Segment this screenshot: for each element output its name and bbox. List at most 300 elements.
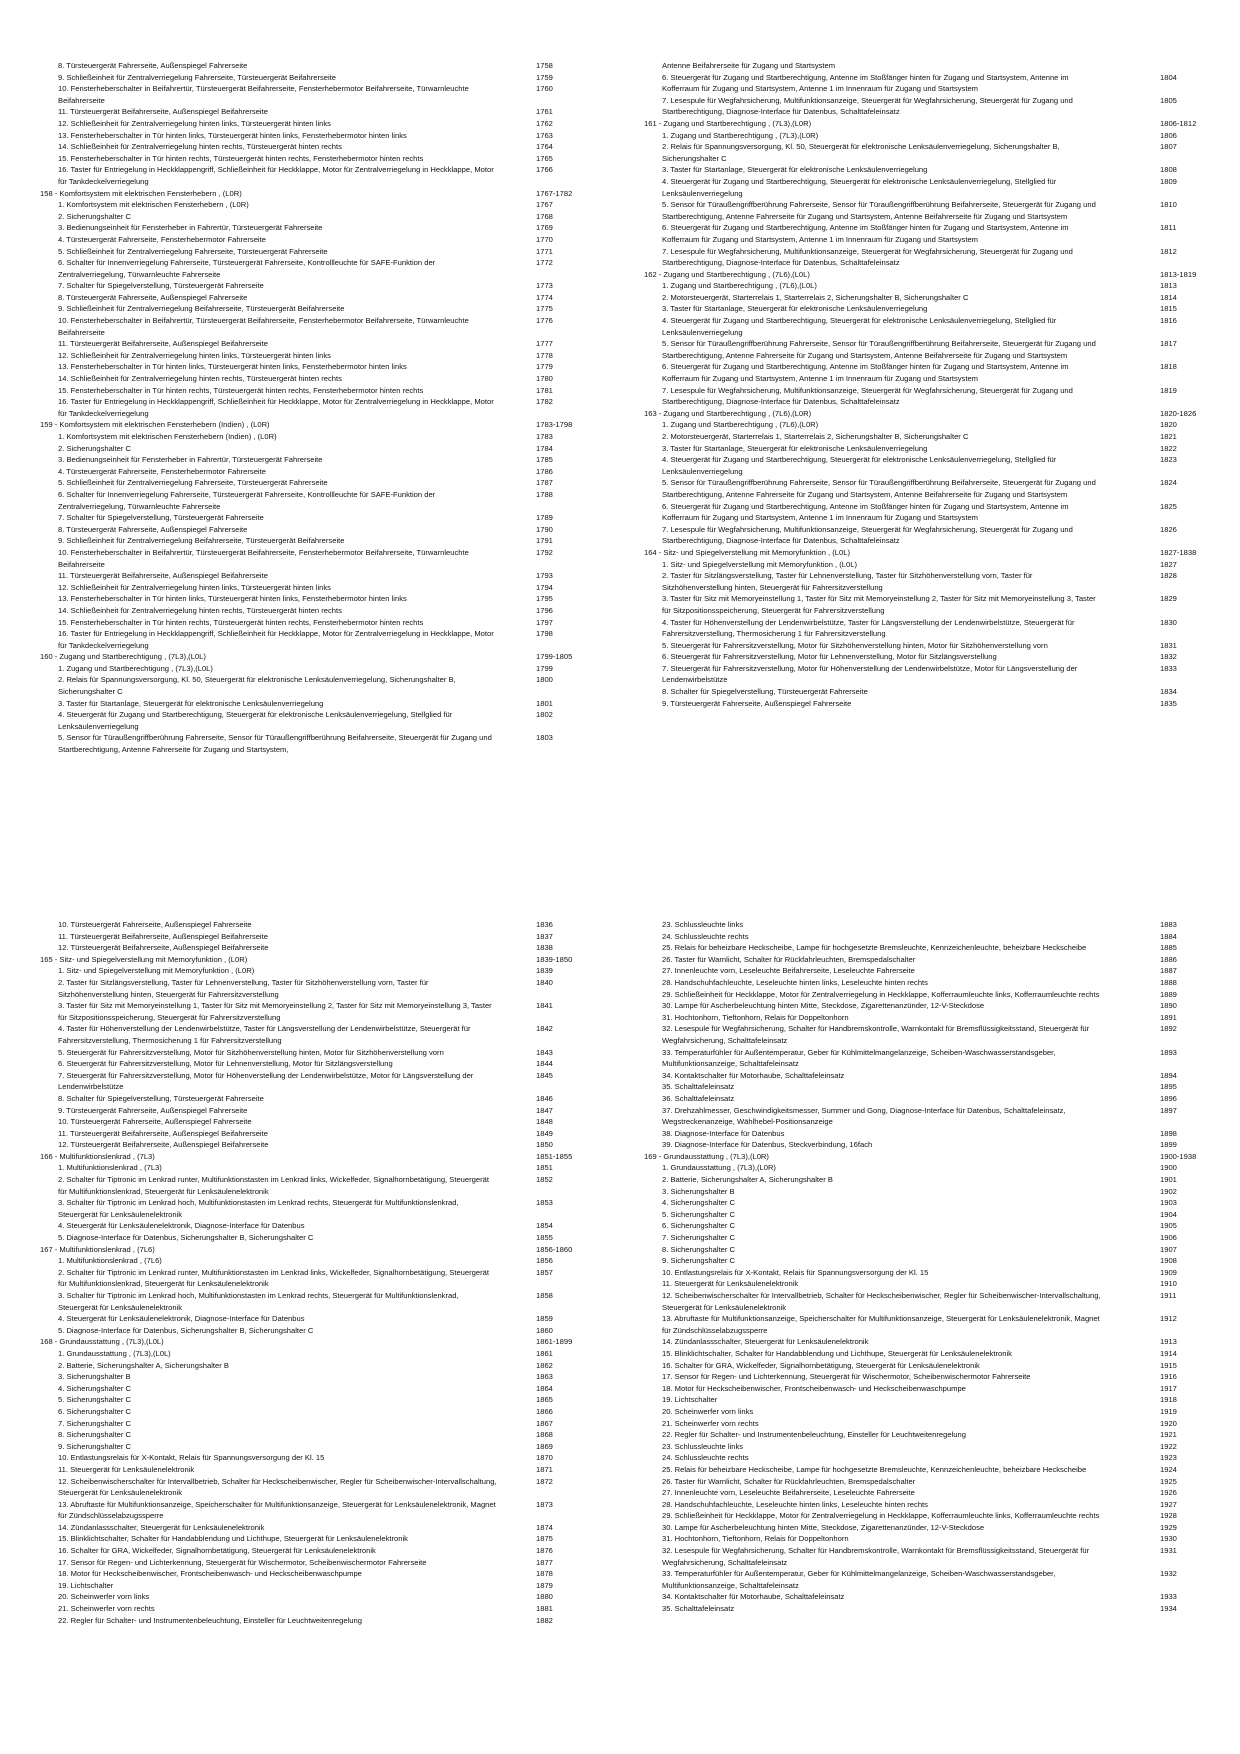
entry-text: 4. Sicherungshalter C (58, 1383, 132, 1393)
entry-page-number: 1814 (1160, 292, 1177, 302)
entry-text: 3. Taster für Startanlage, Steuergerät für elektronische Lenksäulenverriegelung (58, 698, 324, 708)
entry-page-number: 1789 (536, 513, 553, 523)
entry-page-number: 1824 (1160, 478, 1177, 488)
entry-page-number: 1894 (1160, 1070, 1177, 1080)
index-entry (662, 1081, 1202, 1093)
entry-text: 2. Relais für Spannungsversorgung, Kl. 50, Steuergerät für elektronische Lenksäulenverriegelung, Sicherungshalter B, Sicherungshalter C (58, 675, 458, 697)
index-entry (662, 1499, 1202, 1511)
entry-page-number: 1927 (1160, 1499, 1177, 1509)
entry-page-number: 1897 (1160, 1105, 1177, 1115)
index-entry (662, 246, 1202, 269)
entry-page-number: 1801 (536, 698, 553, 708)
entry-text: 4. Steuergerät für Lenksäulenelektronik, Diagnose-Interface für Datenbus (58, 1221, 305, 1231)
index-entry (662, 280, 1202, 292)
index-entry (58, 385, 658, 397)
entry-text: 11. Türsteuergerät Beifahrerseite, Außenspiegel Beifahrerseite (58, 571, 268, 581)
entry-page-number: 1768 (536, 211, 553, 221)
entry-text: 12. Scheibenwischerschalter für Intervallbetrieb, Schalter für Heckscheibenwischer, Regler für Scheibenwischer-Intervallschaltung, Steuergerät für Lenksäulenelektronik (662, 1291, 1103, 1312)
index-entry (662, 385, 1202, 408)
entry-text: 3. Taster für Startanlage, Steuergerät für elektronische Lenksäulenverriegelung (662, 165, 928, 175)
index-entry (662, 1348, 1202, 1360)
entry-page-number: 1866 (536, 1406, 553, 1416)
entry-text: 10. Türsteuergerät Fahrerseite, Außenspiegel Fahrerseite (58, 1117, 252, 1127)
entry-page-number: 1760 (536, 84, 553, 94)
entry-text: 12. Schließeinheit für Zentralverriegelung hinten links, Türsteuergerät hinten links (58, 118, 331, 128)
index-entry (58, 315, 658, 338)
entry-page-number: 1861 (536, 1348, 553, 1358)
index-section-heading (644, 118, 1202, 130)
entry-page-number: 1898 (1160, 1128, 1177, 1138)
index-entry (58, 1348, 658, 1360)
entry-text: 31. Hochtonhorn, Tieftonhorn, Relais für Doppeltonhorn (662, 1534, 849, 1544)
entry-page-number: 1836 (536, 920, 553, 929)
entry-page-number: 1795 (536, 594, 553, 604)
entry-page-number: 1771 (536, 246, 553, 256)
entry-text: 9. Schließeinheit für Zentralverriegelung Fahrerseite, Türsteuergerät Beifahrerseite (58, 72, 337, 82)
index-entry (58, 524, 658, 536)
entry-text: 164 - Sitz- und Spiegelverstellung mit Memoryfunktion , (L0L) (644, 547, 850, 557)
entry-page-number: 1805 (1160, 95, 1177, 105)
index-entry (662, 640, 1202, 652)
entry-page-number: 1817 (1160, 339, 1177, 349)
index-entry (662, 292, 1202, 304)
index-entry (58, 211, 658, 223)
entry-page-number: 1918 (1160, 1395, 1177, 1405)
index-entry (662, 1012, 1202, 1024)
entry-text: 8. Schalter für Spiegelverstellung, Türsteuergerät Fahrerseite (58, 1093, 264, 1103)
entry-page-number: 1859 (536, 1314, 553, 1324)
entry-text: 8. Türsteuergerät Fahrerseite, Außenspiegel Fahrerseite (58, 292, 248, 302)
index-entry (662, 176, 1202, 199)
entry-text: 14. Zündanlassschalter, Steuergerät für Lenksäulenelektronik (58, 1522, 265, 1532)
entry-page-number: 1841 (536, 1001, 553, 1011)
index-entry (662, 1406, 1202, 1418)
entry-text: 26. Taster für Warnlicht, Schalter für Rückfahrleuchten, Bremspedalschalter (662, 1476, 916, 1486)
index-entry (58, 477, 658, 489)
entry-page-number: 1823 (1160, 455, 1177, 465)
entry-page-number: 1914 (1160, 1348, 1177, 1358)
entry-page-number: 1810 (1160, 200, 1177, 210)
entry-text: 1. Grundausstattung , (7L3),(L0R) (662, 1163, 776, 1173)
entry-page-number: 1905 (1160, 1221, 1177, 1231)
index-entry (58, 1325, 658, 1337)
index-entry (58, 1197, 658, 1220)
entry-page-number: 1826 (1160, 524, 1177, 534)
index-entry (58, 1220, 658, 1232)
entry-page-number: 1888 (1160, 977, 1177, 987)
entry-text: 1. Zugang und Startberechtigung , (7L6),(L0L) (662, 281, 817, 291)
entry-page-number: 1854 (536, 1221, 553, 1231)
index-entry (58, 1603, 658, 1615)
index-entry (58, 709, 658, 732)
index-entry (662, 1371, 1202, 1383)
index-entry (58, 83, 658, 106)
index-entry (58, 1441, 658, 1453)
index-entry (662, 1383, 1202, 1395)
entry-text: 34. Kontaktschalter für Motorhaube, Schalttafeleinsatz (662, 1592, 845, 1602)
entry-page-number: 1816 (1160, 316, 1177, 326)
entry-text: 12. Schließeinheit für Zentralverriegelung hinten links, Türsteuergerät hinten links (58, 582, 331, 592)
index-entry (58, 489, 658, 512)
entry-page-number: 1932 (1160, 1569, 1177, 1579)
entry-page-number: 1761 (536, 107, 553, 117)
entry-text: 9. Schließeinheit für Zentralverriegelung Beifahrerseite, Türsteuergerät Beifahrerseite (58, 536, 345, 546)
entry-text: 7. Lesespule für Wegfahrsicherung, Multifunktionsanzeige, Steuergerät für Wegfahrsicherung, Steuergerät für Zugang und Startberechtigung, Diagnose-Interface für Datenbus, Schalttafeleinsatz (662, 385, 1075, 407)
index-entry (58, 1023, 658, 1046)
entry-page-number: 1863 (536, 1372, 553, 1382)
index-entry (58, 1128, 658, 1140)
entry-page-number: 1829 (1160, 594, 1177, 604)
entry-text: 35. Schalttafeleinsatz (662, 1082, 735, 1092)
index-entry (662, 164, 1202, 176)
entry-page-number: 1851 (536, 1163, 553, 1173)
entry-page-number: 1929 (1160, 1522, 1177, 1532)
index-entry (662, 443, 1202, 455)
entry-page-number: 1797 (536, 617, 553, 627)
index-entry (662, 1047, 1202, 1070)
entry-text: 169 - Grundausstattung , (7L3),(L0R) (644, 1151, 769, 1161)
index-entry (662, 1476, 1202, 1488)
index-entry (662, 199, 1202, 222)
entry-text: 30. Lampe für Ascherbeleuchtung hinten Mitte, Steckdose, Zigarettenanzünder, 12-V-Steckdose (662, 1001, 985, 1011)
entry-text: 32. Lesespule für Wegfahrsicherung, Schalter für Handbremskontrolle, Warnkontakt für Bremsflüssigkeitsstand, Steuergerät für Wegfahrsicherung, Schalttafeleinsatz (662, 1546, 1092, 1567)
entry-page-number: 1910 (1160, 1279, 1177, 1289)
entry-page-number: 1758 (536, 61, 553, 70)
index-entry (662, 989, 1202, 1001)
index-entry (58, 1383, 658, 1395)
entry-text: 5. Sensor für Türaußengriffberührung Fahrerseite, Sensor für Türaußengriffberührung Beifahrerseite, Steuergerät für Zugang und Startberechtigung, Antenne Fahrerseite für Zugang und Startsystem, Antenne Beifahrerseite für Zugang und Startsystem (662, 200, 1098, 221)
index-entry (58, 977, 658, 1000)
index-entry (662, 942, 1202, 954)
index-entry (58, 246, 658, 258)
index-entry (662, 1522, 1202, 1534)
index-entry (58, 396, 658, 419)
index-entry (662, 1603, 1202, 1615)
index-entry (58, 535, 658, 547)
entry-text: 14. Schließeinheit für Zentralverriegelung hinten rechts, Türsteuergerät hinten rechts (58, 605, 342, 615)
entry-page-number: 1793 (536, 571, 553, 581)
entry-page-number: 1889 (1160, 989, 1177, 999)
entry-page-number: 1832 (1160, 652, 1177, 662)
entry-page-number: 1871 (536, 1464, 553, 1474)
entry-page-number: 1773 (536, 281, 553, 291)
index-entry (662, 1174, 1202, 1186)
index-entry (58, 454, 658, 466)
entry-page-number: 1813-1819 (1160, 269, 1197, 279)
index-entry (58, 1255, 658, 1267)
entry-page-number: 1870 (536, 1453, 553, 1463)
index-entry (662, 1591, 1202, 1603)
index-entry (662, 1313, 1202, 1336)
entry-text: 15. Fensterheberschalter in Tür hinten rechts, Türsteuergerät hinten rechts, Fensterhebermotor hinten rechts (58, 617, 424, 627)
entry-text: 5. Sensor für Türaußengriffberührung Fahrerseite, Sensor für Türaußengriffberührung Beifahrerseite, Steuergerät für Zugang und Startberechtigung, Antenne Fahrerseite für Zugang und Startsystem, Antenne Beifahrerseite für Zugang und Startsystem (662, 478, 1098, 499)
entry-page-number: 1900-1938 (1160, 1151, 1197, 1161)
entry-page-number: 1769 (536, 223, 553, 233)
entry-page-number: 1784 (536, 443, 553, 453)
entry-text: 1. Komfortsystem mit elektrischen Fensterhebern (Indien) , (L0R) (58, 432, 277, 441)
entry-text: 34. Kontaktschalter für Motorhaube, Schalttafeleinsatz (662, 1070, 845, 1080)
entry-page-number: 1899 (1160, 1140, 1177, 1150)
entry-text: 25. Relais für beheizbare Heckscheibe, Lampe für hochgesetzte Bremsleuchte, Kennzeichenleuchte, beheizbare Heckscheibe (662, 1464, 1087, 1474)
entry-text: 21. Scheinwerfer vorn rechts (662, 1418, 759, 1428)
entry-page-number: 1827 (1160, 559, 1177, 569)
index-section-heading (40, 954, 658, 966)
entry-text: 10. Fensterheberschalter in Beifahrertür, Türsteuergerät Beifahrerseite, Fensterhebermotor Beifahrerseite, Türwarnleuchte Beifahrerseite (58, 316, 471, 337)
index-entry (662, 501, 1202, 524)
entry-page-number: 1916 (1160, 1372, 1177, 1382)
entry-text: 19. Lichtschalter (58, 1580, 114, 1590)
index-section-heading (40, 419, 658, 431)
entry-page-number: 1791 (536, 536, 553, 546)
index-column-top-left (40, 60, 658, 756)
entry-page-number: 1785 (536, 455, 553, 465)
index-entry (662, 1336, 1202, 1348)
entry-page-number: 1884 (1160, 931, 1177, 941)
index-entry (58, 663, 658, 675)
entry-text: 9. Türsteuergerät Fahrerseite, Außenspiegel Fahrerseite (58, 1105, 248, 1115)
index-section-heading (644, 1151, 1202, 1163)
index-entry (58, 1139, 658, 1151)
index-entry (58, 1568, 658, 1580)
entry-text: 13. Fensterheberschalter in Tür hinten links, Türsteuergerät hinten links, Fensterhebermotor hinten links (58, 594, 407, 604)
entry-text: 36. Schalttafeleinsatz (662, 1093, 735, 1103)
entry-text: 3. Taster für Startanlage, Steuergerät für elektronische Lenksäulenverriegelung (662, 304, 928, 314)
index-entry (58, 1464, 658, 1476)
entry-text: 8. Schalter für Spiegelverstellung, Türsteuergerät Fahrerseite (662, 687, 868, 697)
entry-page-number: 1764 (536, 142, 553, 152)
entry-page-number: 1813 (1160, 281, 1177, 291)
index-entry (58, 234, 658, 246)
entry-text: 8. Türsteuergerät Fahrerseite, Außenspiegel Fahrerseite (58, 524, 248, 534)
entry-text: 13. Abruftaste für Multifunktionsanzeige, Speicherschalter für Multifunktionsanzeige, Steuergerät für Lenksäulenelektronik, Magnet für Zündschlüsselabzugssperre (58, 1499, 498, 1521)
index-entry (662, 1429, 1202, 1441)
entry-text: 12. Scheibenwischerschalter für Intervallbetrieb, Schalter für Heckscheibenwischer, Regler für Scheibenwischer-Intervallschaltung, Steuergerät für Lenksäulenelektronik (58, 1476, 499, 1498)
entry-text: 6. Steuergerät für Zugang und Startberechtigung, Antenne im Stoßfänger hinten für Zugang und Startsystem, Antenne im Kofferraum für Zugang und Startsystem, Antenne 1 im Innenraum für Zugang und Startsystem (662, 72, 1071, 94)
index-entry (662, 686, 1202, 698)
entry-page-number: 1779 (536, 362, 553, 372)
entry-page-number: 1909 (1160, 1267, 1177, 1277)
index-entry (662, 1487, 1202, 1499)
entry-text: 12. Türsteuergerät Beifahrerseite, Außenspiegel Beifahrerseite (58, 943, 269, 953)
index-entry (662, 1220, 1202, 1232)
entry-page-number: 1840 (536, 977, 553, 987)
index-entry (662, 1267, 1202, 1279)
index-entry (662, 477, 1202, 500)
entry-text: 7. Lesespule für Wegfahrsicherung, Multifunktionsanzeige, Steuergerät für Wegfahrsicherung, Steuergerät für Zugang und Startberechtigung, Diagnose-Interface für Datenbus, Schalttafeleinsatz (662, 246, 1075, 268)
index-section-heading (644, 408, 1202, 420)
index-column-bottom-right (644, 919, 1202, 1615)
entry-page-number: 1860 (536, 1325, 553, 1335)
index-entry (58, 605, 658, 617)
entry-text: 10. Entlastungsrelais für X-Kontakt, Relais für Spannungsversorgung der Kl. 15 (662, 1267, 929, 1277)
index-entry (662, 524, 1202, 547)
entry-text: 5. Sensor für Türaußengriffberührung Fahrerseite, Sensor für Türaußengriffberührung Beifahrerseite, Steuergerät für Zugang und Startberechtigung, Antenne Fahrerseite für Zugang und Startsystem, Antenne Beifahrerseite für Zugang und Startsystem (662, 339, 1098, 360)
entry-text: 29. Schließeinheit für Heckklappe, Motor für Zentralverriegelung in Heckklappe, Kofferraumleuchte links, Kofferraumleuchte rechts (662, 989, 1100, 999)
entry-text: 10. Türsteuergerät Fahrerseite, Außenspiegel Fahrerseite (58, 920, 252, 929)
entry-page-number: 1844 (536, 1059, 553, 1069)
entry-page-number: 1857 (536, 1267, 553, 1277)
entry-text: 32. Lesespule für Wegfahrsicherung, Schalter für Handbremskontrolle, Warnkontakt für Bremsflüssigkeitsstand, Steuergerät für Wegfahrsicherung, Schalttafeleinsatz (662, 1024, 1092, 1045)
index-entry (58, 1000, 658, 1023)
entry-page-number: 1796 (536, 605, 553, 615)
index-entry (662, 1278, 1202, 1290)
entry-page-number: 1846 (536, 1093, 553, 1103)
entry-text: 2. Batterie, Sicherungshalter A, Sicherungshalter B (662, 1175, 833, 1185)
entry-page-number: 1799-1805 (536, 652, 573, 662)
index-entry (662, 1232, 1202, 1244)
index-entry (58, 1476, 658, 1499)
entry-text: 15. Blinklichtschalter, Schalter für Handabblendung und Lichthupe, Steuergerät für Lenksäulenelektronik (58, 1534, 408, 1544)
index-entry (58, 1058, 658, 1070)
entry-page-number: 1911 (1160, 1291, 1177, 1300)
index-entry (662, 303, 1202, 315)
entry-page-number: 1926 (1160, 1488, 1177, 1498)
entry-text: 7. Sicherungshalter C (58, 1418, 132, 1428)
entry-text: 3. Sicherungshalter B (58, 1372, 131, 1382)
entry-text: 4. Steuergerät für Zugang und Startberechtigung, Steuergerät für elektronische Lenksäulenverriegelung, Stellglied für Lenksäulenverriegelung (662, 316, 1059, 337)
entry-text: 2. Relais für Spannungsversorgung, Kl. 50, Steuergerät für elektronische Lenksäulenverriegelung, Sicherungshalter B, Sicherungshalter C (662, 142, 1062, 163)
index-entry (58, 1591, 658, 1603)
index-entry (58, 338, 658, 350)
entry-text: 4. Sicherungshalter C (662, 1198, 736, 1208)
index-entry (662, 1545, 1202, 1568)
index-entry (58, 106, 658, 118)
index-entry (58, 965, 658, 977)
entry-text: 4. Steuergerät für Zugang und Startberechtigung, Steuergerät für elektronische Lenksäulenverriegelung, Stellglied für Lenksäulenverriegelung (58, 710, 455, 731)
entry-page-number: 1913 (1160, 1337, 1177, 1347)
entry-page-number: 1907 (1160, 1244, 1177, 1254)
index-entry (58, 1580, 658, 1592)
entry-text: 3. Sicherungshalter B (662, 1186, 735, 1196)
entry-text: 30. Lampe für Ascherbeleuchtung hinten Mitte, Steckdose, Zigarettenanzünder, 12-V-Steckdose (662, 1522, 985, 1532)
index-entry (58, 1406, 658, 1418)
index-entry (662, 130, 1202, 142)
index-section-heading (40, 188, 658, 200)
entry-page-number: 1851-1855 (536, 1151, 573, 1161)
entry-page-number: 1925 (1160, 1476, 1177, 1486)
entry-page-number: 1781 (536, 385, 553, 395)
index-entry (58, 443, 658, 455)
index-column-bottom-left (40, 919, 658, 1626)
entry-text: 5. Diagnose-Interface für Datenbus, Sicherungshalter B, Sicherungshalter C (58, 1233, 314, 1243)
entry-page-number: 1872 (536, 1476, 553, 1486)
entry-page-number: 1865 (536, 1395, 553, 1405)
entry-text: 2. Sicherungshalter C (58, 443, 132, 453)
entry-text: 4. Taster für Höhenverstellung der Lendenwirbelstütze, Taster für Längsverstellung der Lendenwirbelstütze, Steuergerät für Fahrersitzverstellung, Thermosicherung 1 für Fahrersitzverstellung (662, 617, 1077, 639)
entry-page-number: 1934 (1160, 1604, 1177, 1614)
entry-text: 161 - Zugang und Startberechtigung , (7L3),(L0R) (644, 118, 812, 128)
index-section-heading (40, 1244, 658, 1256)
entry-text: 3. Bedienungseinheit für Fensterheber in Fahrertür, Türsteuergerät Fahrerseite (58, 223, 323, 233)
entry-page-number: 1886 (1160, 954, 1177, 964)
entry-page-number: 1838 (536, 943, 553, 953)
index-entry (662, 222, 1202, 245)
entry-page-number: 1855 (536, 1233, 553, 1243)
entry-text: 11. Türsteuergerät Beifahrerseite, Außenspiegel Beifahrerseite (58, 107, 268, 117)
index-entry (58, 466, 658, 478)
entry-page-number: 1830 (1160, 617, 1177, 627)
entry-page-number: 1920 (1160, 1418, 1177, 1428)
index-entry (662, 1128, 1202, 1140)
entry-page-number: 1856 (536, 1256, 553, 1266)
entry-text: 1. Sitz- und Spiegelverstellung mit Memoryfunktion , (L0R) (58, 966, 255, 976)
entry-text: 158 - Komfortsystem mit elektrischen Fensterhebern , (L0R) (40, 188, 242, 198)
entry-text: 6. Steuergerät für Zugang und Startberechtigung, Antenne im Stoßfänger hinten für Zugang und Startsystem, Antenne im Kofferraum für Zugang und Startsystem, Antenne 1 im Innenraum für Zugang und Startsystem (662, 501, 1071, 523)
entry-text: 6. Schalter für Innenverriegelung Fahrerseite, Türsteuergerät Fahrerseite, Kontrollleuchte für SAFE-Funktion der Zentralverriegelung, Türwarnleuchte Fahrerseite (58, 258, 438, 279)
index-entry (58, 674, 658, 697)
entry-page-number: 1767 (536, 200, 553, 210)
entry-page-number: 1777 (536, 339, 553, 349)
index-entry (662, 60, 1202, 72)
entry-page-number: 1821 (1160, 432, 1177, 441)
entry-text: 11. Türsteuergerät Beifahrerseite, Außenspiegel Beifahrerseite (58, 1128, 268, 1138)
entry-page-number: 1856-1860 (536, 1244, 573, 1254)
entry-page-number: 1837 (536, 931, 553, 941)
entry-page-number: 1858 (536, 1291, 553, 1300)
entry-text: 20. Scheinwerfer vorn links (662, 1406, 754, 1416)
entry-page-number: 1776 (536, 316, 553, 326)
entry-text: 1. Zugang und Startberechtigung , (7L3),(L0R) (662, 130, 819, 140)
entry-page-number: 1825 (1160, 501, 1177, 511)
index-entry (662, 95, 1202, 118)
index-entry (58, 118, 658, 130)
entry-text: 26. Taster für Warnlicht, Schalter für Rückfahrleuchten, Bremspedalschalter (662, 954, 916, 964)
entry-page-number: 1812 (1160, 246, 1177, 256)
index-entry (662, 954, 1202, 966)
index-entry (662, 593, 1202, 616)
entry-text: 17. Sensor für Regen- und Lichterkennung, Steuergerät für Wischermotor, Scheibenwischermotor Fahrerseite (662, 1372, 1031, 1382)
entry-text: 2. Schalter für Tiptronic im Lenkrad runter, Multifunktionstasten im Lenkrad links, Wickelfeder, Signalhornbetätigung, Steuergerät für Multifunktionslenkrad, Steuergerät für Lenksäulenelektronik (58, 1267, 492, 1289)
entry-text: 33. Temperaturfühler für Außentemperatur, Geber für Kühlmittelmangelanzeige, Scheiben-Waschwasserstandsgeber, Multifunktionsanzeige, Schalttafeleinsatz (662, 1047, 1058, 1069)
entry-text: 165 - Sitz- und Spiegelverstellung mit Memoryfunktion , (L0R) (40, 954, 248, 964)
entry-text: 3. Bedienungseinheit für Fensterheber in Fahrertür, Türsteuergerät Fahrerseite (58, 455, 323, 465)
entry-text: 6. Sicherungshalter C (58, 1406, 132, 1416)
entry-page-number: 1763 (536, 130, 553, 140)
entry-page-number: 1815 (1160, 304, 1177, 314)
entry-page-number: 1788 (536, 489, 553, 499)
entry-page-number: 1802 (536, 710, 553, 720)
entry-page-number: 1896 (1160, 1093, 1177, 1103)
entry-text: 6. Steuergerät für Zugang und Startberechtigung, Antenne im Stoßfänger hinten für Zugang und Startsystem, Antenne im Kofferraum für Zugang und Startsystem, Antenne 1 im Innenraum für Zugang und Startsystem (662, 223, 1071, 244)
entry-text: 27. Innenleuchte vorn, Leseleuchte Beifahrerseite, Leseleuchte Fahrerseite (662, 1488, 915, 1498)
entry-page-number: 1901 (1160, 1175, 1177, 1185)
index-entry (58, 1093, 658, 1105)
index-entry (662, 72, 1202, 95)
index-entry (662, 1510, 1202, 1522)
index-entry (58, 628, 658, 651)
entry-page-number: 1915 (1160, 1360, 1177, 1370)
entry-text: 11. Türsteuergerät Beifahrerseite, Außenspiegel Beifahrerseite (58, 339, 268, 349)
entry-text: 8. Türsteuergerät Fahrerseite, Außenspiegel Fahrerseite (58, 61, 248, 70)
index-entry (58, 1418, 658, 1430)
index-entry (58, 617, 658, 629)
index-entry (662, 1070, 1202, 1082)
entry-page-number: 1867 (536, 1418, 553, 1428)
entry-page-number: 1879 (536, 1580, 553, 1590)
entry-text: Antenne Beifahrerseite für Zugang und Startsystem (662, 61, 836, 70)
entry-page-number: 1845 (536, 1070, 553, 1080)
index-entry (58, 431, 658, 443)
index-entry (58, 547, 658, 570)
entry-text: 5. Sicherungshalter C (662, 1209, 736, 1219)
entry-text: 5. Steuergerät für Fahrersitzverstellung, Motor für Sitzhöhenverstellung hinten, Motor für Sitzhöhenverstellung vorn (58, 1047, 444, 1057)
entry-text: 11. Türsteuergerät Beifahrerseite, Außenspiegel Beifahrerseite (58, 931, 268, 941)
entry-text: 6. Sicherungshalter C (662, 1221, 736, 1231)
index-entry (662, 1441, 1202, 1453)
entry-page-number: 1783-1798 (536, 420, 573, 430)
entry-text: 14. Zündanlassschalter, Steuergerät für Lenksäulenelektronik (662, 1337, 869, 1347)
entry-page-number: 1928 (1160, 1511, 1177, 1521)
